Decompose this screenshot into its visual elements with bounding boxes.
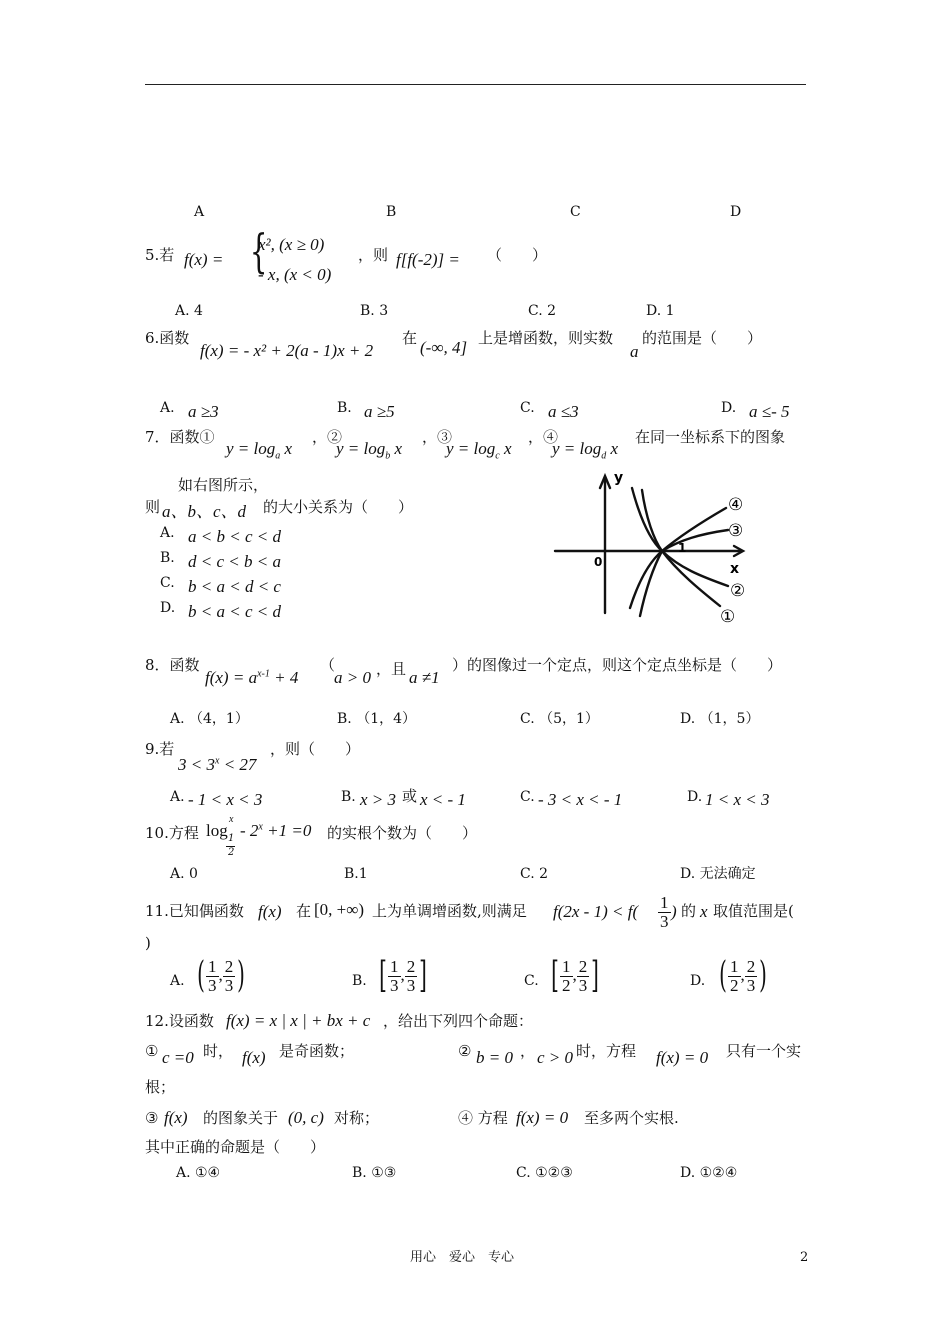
q9-option-b-expr: x > 3: [360, 790, 397, 809]
q7-suffix: 在同一坐标系下的图象: [635, 428, 786, 446]
graph-one-label: 1: [678, 541, 687, 555]
q7-option-b-label: B.: [160, 550, 175, 566]
q5-prefix: 5.若: [145, 246, 175, 264]
q7-line3a: 则: [145, 498, 161, 516]
q12-expr: f(x) = x | x | + bx + c: [226, 1011, 371, 1030]
q8-option-a: A. （4，1）: [170, 711, 249, 727]
graph-origin-label: 0: [594, 555, 603, 569]
q5-case2: - x, (x < 0): [258, 265, 332, 284]
q6-option-b-expr: a ≥5: [364, 402, 395, 421]
q12-p4-text: ④ 方程: [458, 1109, 508, 1127]
header-label-a: A: [194, 204, 205, 220]
q10-log-sub-den: 2: [228, 847, 235, 858]
page-number: 2: [800, 1250, 809, 1265]
q9-option-d-expr: 1 < x < 3: [705, 790, 770, 809]
q5-mid: ，则: [358, 246, 389, 264]
q6-option-c-label: C.: [520, 400, 535, 416]
q6-suffix: 上是增函数，则实数: [478, 329, 614, 347]
q5-option-d: D. 1: [646, 303, 675, 319]
q9-option-b-expr2: x < - 1: [420, 790, 466, 809]
q9-option-b-mid: 或: [402, 787, 418, 805]
q10-option-b: B.1: [344, 866, 368, 882]
q11-fraction: $\frac{1}{3}$: [660, 893, 669, 931]
q12-option-b: B. ①③: [352, 1165, 397, 1181]
q8-suffix: ）的图像过一个定点，则这个定点坐标是（ ）: [452, 656, 783, 674]
q7-line3b: 的大小关系为（ ）: [263, 498, 414, 516]
q11-close: ): [671, 902, 677, 921]
q10-option-d: D. 无法确定: [680, 866, 756, 882]
q9-prefix: 9.若: [145, 740, 175, 758]
q7-option-a-expr: a < b < c < d: [188, 527, 281, 546]
q6-option-a-label: A.: [160, 400, 175, 416]
q12-p3-num: ③: [145, 1109, 159, 1127]
q7-f4: $y = \log_d x$: [552, 439, 619, 462]
q6-in: 在: [402, 329, 418, 347]
q10-expr: - 2$^x$ +1 =0: [240, 821, 312, 840]
q9-option-c-label: C.: [520, 789, 535, 805]
q11-in: 在: [296, 902, 312, 920]
q5-option-c: C. 2: [528, 303, 557, 319]
q12-p2-text: 只有一个实: [726, 1042, 802, 1060]
q11-mid: 上为单调增函数,则满足: [372, 902, 527, 920]
q7-line2: 如右图所示，: [178, 476, 269, 494]
q7-option-c-label: C.: [160, 575, 175, 591]
q12-ask: 其中正确的命题是（ ）: [145, 1138, 326, 1156]
q12-p2-num: ②: [458, 1042, 472, 1060]
q11-suffix: 取值范围是(: [713, 902, 794, 920]
q7-f2: $y = \log_b x$: [336, 439, 403, 462]
q5-brace: {: [249, 224, 268, 278]
graph-curve-label-1: ①: [720, 607, 736, 627]
q10-log-sup: x: [229, 814, 234, 825]
q10-log: log: [206, 821, 228, 840]
q11-fx: f(x): [258, 902, 282, 921]
q10-option-c: C. 2: [520, 866, 549, 882]
q12-p1-cond: c =0: [162, 1048, 194, 1067]
q10-option-a: A. 0: [170, 866, 198, 882]
q5-option-a: A. 4: [175, 303, 203, 319]
q5-case1: x², (x ≥ 0): [258, 235, 325, 254]
q7-option-b-expr: d < c < b < a: [188, 552, 281, 571]
q12-p2-cond2: c > 0: [537, 1048, 574, 1067]
q7-c2: ，②: [312, 428, 343, 446]
q9-option-a-label: A.: [170, 789, 185, 805]
q6-var: a: [630, 342, 639, 361]
header-label-d: D: [730, 204, 742, 220]
q10-suffix: 的实根个数为（ ）: [327, 824, 478, 842]
q5-paren: （ ）: [487, 246, 548, 264]
q7-f3: $y = \log_c x$: [446, 439, 512, 462]
header-label-c: C: [570, 204, 581, 220]
q11-var: x: [700, 902, 708, 921]
q12-p2-eq: f(x) = 0: [656, 1048, 709, 1067]
q9-option-a-expr: - 1 < x < 3: [188, 790, 263, 809]
q9-option-b-label: B.: [341, 789, 356, 805]
q6-interval: (-∞, 4]: [420, 338, 468, 357]
graph-x-label: x: [730, 561, 740, 577]
q5-fx: f(x) =: [184, 250, 224, 269]
q11-line2: ): [145, 934, 151, 952]
header-rule: [145, 84, 806, 85]
q11-ineq: f(2x - 1) < f(: [553, 902, 639, 921]
q11-prefix: 11.已知偶函数: [145, 902, 244, 920]
q7-option-d-label: D.: [160, 600, 176, 616]
q12-p1-fx: f(x): [242, 1048, 266, 1067]
q11-mid2: 的: [681, 902, 697, 920]
q7-option-d-expr: b < a < c < d: [188, 602, 281, 621]
q6-option-c-expr: a ≤3: [548, 402, 579, 421]
q12-p3-fx: f(x): [164, 1108, 188, 1127]
q10-log-sub-num: 1: [228, 833, 235, 844]
q5-option-b: B. 3: [360, 303, 389, 319]
q12-option-c: C. ①②③: [516, 1165, 573, 1181]
q6-option-b-label: B.: [337, 400, 352, 416]
footer-slogan: 用心 爱心 专心: [410, 1250, 515, 1265]
q12-p4-eq: f(x) = 0: [516, 1108, 569, 1127]
q7-c4: ，④: [528, 428, 559, 446]
q5-expr: f[f(-2)] =: [396, 250, 460, 269]
q8-option-c: C. （5，1）: [520, 711, 599, 727]
q12-prefix: 12.设函数: [145, 1012, 214, 1030]
q7-vars: a、b、c、d: [162, 502, 247, 521]
q12-p3-text2: 对称；: [334, 1109, 380, 1127]
q12-p1-text: 是奇函数；: [279, 1042, 355, 1060]
q6-option-a-expr: a ≥3: [188, 402, 219, 421]
q8-option-b: B. （1，4）: [337, 711, 417, 727]
q9-option-d-label: D.: [687, 789, 703, 805]
q6-suffix2: 的范围是（ ）: [642, 329, 763, 347]
graph-curve-label-2: ②: [730, 581, 746, 601]
q11-interval: [0, +∞): [314, 900, 365, 919]
q12-p2-comma: ，: [520, 1042, 536, 1060]
q8-option-d: D. （1，5）: [680, 711, 760, 727]
q8-expr: $f(x) = a^{x-1} + 4$: [205, 668, 299, 687]
graph-y-label: y: [614, 470, 624, 486]
q12-p4-text2: 至多两个实根.: [584, 1109, 679, 1127]
q9-option-c-expr: - 3 < x < - 1: [538, 790, 623, 809]
q8-cond2: ，且: [376, 660, 407, 678]
q7-f1: $y = \log_a x$: [226, 439, 293, 462]
q6-option-d-expr: a ≤- 5: [749, 402, 790, 421]
q9-suffix: ，则（ ）: [270, 740, 361, 758]
q7-option-a-label: A.: [160, 525, 175, 541]
q6-expr: f(x) = - x² + 2(a - 1)x + 2: [200, 341, 374, 360]
q12-p2-cond1: b = 0: [476, 1048, 513, 1067]
graph-curve-label-4: ④: [728, 495, 744, 515]
q12-p1-num: ①: [145, 1042, 159, 1060]
q9-expr: $3 < 3^x < 27$: [178, 755, 257, 774]
q12-p1-when: 时，: [203, 1042, 234, 1060]
q8-cond-b: a ≠1: [409, 668, 440, 687]
q8-cond-a: a > 0: [334, 668, 371, 687]
q12-suffix: ，给出下列四个命题：: [383, 1012, 534, 1030]
graph-curve-label-3: ③: [728, 521, 744, 541]
q8-cond1: （: [320, 656, 336, 674]
q6-prefix: 6.函数: [145, 329, 190, 347]
q7-log-graph: [550, 468, 760, 628]
q12-p3-point: (0, c): [288, 1108, 324, 1127]
q12-option-d: D. ①②④: [680, 1165, 738, 1181]
q12-p2-when: 时，方程: [576, 1042, 637, 1060]
q8-prefix: 8．函数: [145, 656, 200, 674]
q7-prefix: 7．函数①: [145, 428, 215, 446]
q6-option-d-label: D.: [721, 400, 737, 416]
q12-p3-text: 的图象关于: [203, 1109, 279, 1127]
q7-option-c-expr: b < a < d < c: [188, 577, 281, 596]
q12-option-a: A. ①④: [176, 1165, 221, 1181]
q12-p2-text2: 根；: [145, 1078, 176, 1096]
q10-prefix: 10.方程: [145, 824, 199, 842]
header-label-b: B: [386, 204, 397, 220]
q7-c3: ，③: [422, 428, 453, 446]
